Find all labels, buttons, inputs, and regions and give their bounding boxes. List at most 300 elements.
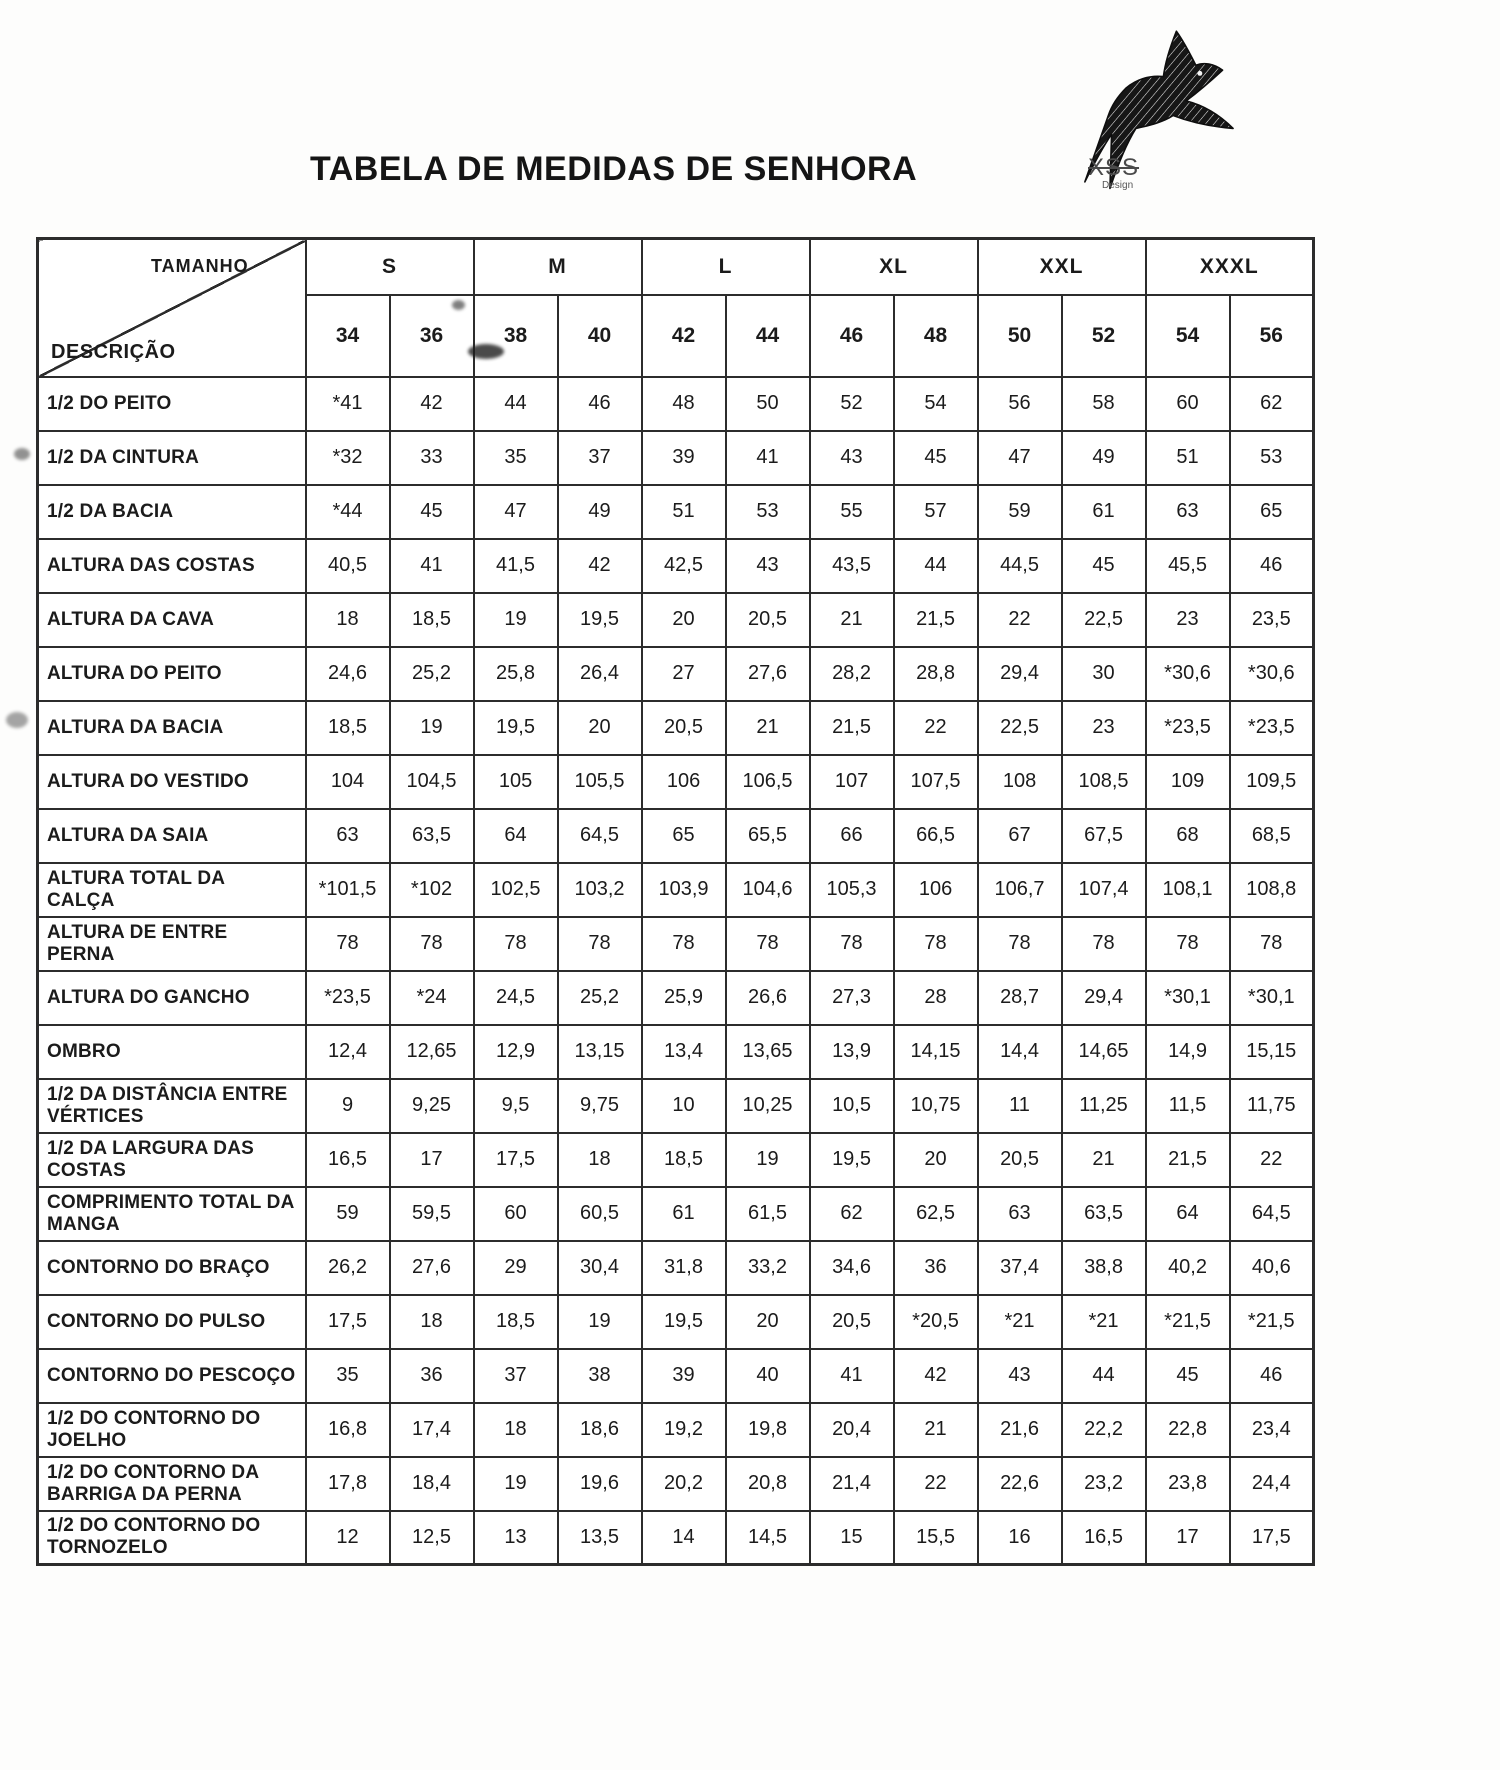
measurement-cell: 62 (810, 1187, 894, 1241)
measurement-cell: 14,65 (1062, 1025, 1146, 1079)
measurement-cell: 45 (894, 431, 978, 485)
measurement-cell: 22,5 (978, 701, 1062, 755)
measurement-cell: 78 (642, 917, 726, 971)
measurement-cell: 53 (726, 485, 810, 539)
table-row (38, 971, 1314, 1025)
measurement-cell: 36 (894, 1241, 978, 1295)
measurement-cell: 42 (894, 1349, 978, 1403)
measurement-cell: 25,2 (558, 971, 642, 1025)
measurement-cell: 9,25 (390, 1079, 474, 1133)
measurement-cell: *23,5 (1146, 701, 1230, 755)
measurement-cell: 65 (1230, 485, 1314, 539)
measurement-cell: 10,5 (810, 1079, 894, 1133)
measurement-cell: 105 (474, 755, 558, 809)
measurement-cell: 17 (1146, 1511, 1230, 1565)
measurement-cell: 24,5 (474, 971, 558, 1025)
measurement-cell: *21 (978, 1295, 1062, 1349)
measurement-cell: 60,5 (558, 1187, 642, 1241)
measurement-cell: 30 (1062, 647, 1146, 701)
measurement-cell: 9,75 (558, 1079, 642, 1133)
measurement-cell: 40,2 (1146, 1241, 1230, 1295)
measurement-cell: 24,4 (1230, 1457, 1314, 1511)
measurement-cell: 105,3 (810, 863, 894, 917)
measurement-cell: 102,5 (474, 863, 558, 917)
row-label: ALTURA DO PEITO (38, 647, 306, 701)
row-label: OMBRO (38, 1025, 306, 1079)
measurement-cell: 20,4 (810, 1403, 894, 1457)
measurement-cell: 45 (1146, 1349, 1230, 1403)
size-group-header-l: L (642, 239, 810, 295)
measurement-cell: 25,2 (390, 647, 474, 701)
measurement-cell: 43 (978, 1349, 1062, 1403)
measurement-cell: 20,8 (726, 1457, 810, 1511)
measurement-cell: 108 (978, 755, 1062, 809)
row-label: ALTURA DO VESTIDO (38, 755, 306, 809)
measurement-cell: 57 (894, 485, 978, 539)
measurement-cell: 17,5 (474, 1133, 558, 1187)
measurement-cell: 20,5 (642, 701, 726, 755)
measurement-cell: 106,5 (726, 755, 810, 809)
measurement-cell: 107,5 (894, 755, 978, 809)
measurement-cell: 23 (1062, 701, 1146, 755)
measurement-cell: 51 (642, 485, 726, 539)
measurement-cell: 20,5 (978, 1133, 1062, 1187)
measurement-cell: 37 (474, 1349, 558, 1403)
measurement-cell: 43 (726, 539, 810, 593)
row-label: COMPRIMENTO TOTAL DA MANGA (38, 1187, 306, 1241)
measurement-cell: 107 (810, 755, 894, 809)
measurement-cell: 23,2 (1062, 1457, 1146, 1511)
size-header: 46 (810, 295, 894, 377)
measurement-cell: 44 (894, 539, 978, 593)
measurement-cell: 42 (390, 377, 474, 431)
table-row (38, 1349, 1314, 1403)
table-row (38, 1025, 1314, 1079)
measurement-cell: 14 (642, 1511, 726, 1565)
measurement-cell: 45 (1062, 539, 1146, 593)
measurement-cell: 60 (474, 1187, 558, 1241)
corner-label-tamanho: TAMANHO (151, 256, 249, 276)
measurement-cell: 29,4 (978, 647, 1062, 701)
measurement-cell: 37,4 (978, 1241, 1062, 1295)
measurement-cell: 78 (894, 917, 978, 971)
measurement-cell: 41 (810, 1349, 894, 1403)
measurement-cell: 66,5 (894, 809, 978, 863)
measurement-cell: 18,5 (390, 593, 474, 647)
measurement-cell: 63,5 (1062, 1187, 1146, 1241)
measurement-cell: 23,4 (1230, 1403, 1314, 1457)
row-label: CONTORNO DO BRAÇO (38, 1241, 306, 1295)
table-row (38, 809, 1314, 863)
measurement-cell: 26,2 (306, 1241, 390, 1295)
measurement-cell: 53 (1230, 431, 1314, 485)
size-header: 56 (1230, 295, 1314, 377)
measurement-cell: 22 (978, 593, 1062, 647)
measurement-cell: 13,4 (642, 1025, 726, 1079)
measurement-cell: 14,15 (894, 1025, 978, 1079)
measurement-cell: 65,5 (726, 809, 810, 863)
measurement-cell: 19,5 (558, 593, 642, 647)
measurement-cell: 21 (1062, 1133, 1146, 1187)
measurement-cell: 104,6 (726, 863, 810, 917)
measurement-cell: 43,5 (810, 539, 894, 593)
measurement-cell: 19,5 (642, 1295, 726, 1349)
measurement-cell: 68 (1146, 809, 1230, 863)
measurement-cell: 27,6 (726, 647, 810, 701)
measurement-cell: 78 (726, 917, 810, 971)
measurement-cell: 46 (558, 377, 642, 431)
measurement-cell: 11,75 (1230, 1079, 1314, 1133)
size-header: 50 (978, 295, 1062, 377)
row-label: ALTURA DA CAVA (38, 593, 306, 647)
measurement-cell: 67 (978, 809, 1062, 863)
measurement-cell: 44,5 (978, 539, 1062, 593)
measurement-cell: 46 (1230, 539, 1314, 593)
brand-name: XSS (1088, 154, 1140, 181)
measurement-cell: 44 (474, 377, 558, 431)
measurement-cell: 14,9 (1146, 1025, 1230, 1079)
measurement-cell: 15 (810, 1511, 894, 1565)
measurement-cell: 68,5 (1230, 809, 1314, 863)
measurement-cell: *21,5 (1146, 1295, 1230, 1349)
size-header: 34 (306, 295, 390, 377)
measurement-cell: 78 (1146, 917, 1230, 971)
measurement-cell: 35 (474, 431, 558, 485)
measurement-cell: 104 (306, 755, 390, 809)
measurement-cell: 36 (390, 1349, 474, 1403)
row-label: ALTURA DA BACIA (38, 701, 306, 755)
measurement-cell: 62,5 (894, 1187, 978, 1241)
measurement-cell: 11 (978, 1079, 1062, 1133)
measurement-cell: 26,4 (558, 647, 642, 701)
measurement-cell: 65 (642, 809, 726, 863)
measurement-cell: 13 (474, 1511, 558, 1565)
row-label: 1/2 DO PEITO (38, 377, 306, 431)
measurement-cell: 16,5 (306, 1133, 390, 1187)
measurement-cell: 47 (474, 485, 558, 539)
measurement-cell: 31,8 (642, 1241, 726, 1295)
measurement-cell: *101,5 (306, 863, 390, 917)
measurement-cell: 19 (726, 1133, 810, 1187)
measurement-cell: 108,5 (1062, 755, 1146, 809)
measurement-cell: 52 (810, 377, 894, 431)
measurement-cell: 18 (558, 1133, 642, 1187)
measurement-cell: 11,5 (1146, 1079, 1230, 1133)
table-row (38, 1241, 1314, 1295)
measurement-cell: *30,6 (1146, 647, 1230, 701)
measurement-cell: 27,3 (810, 971, 894, 1025)
measurement-cell: 104,5 (390, 755, 474, 809)
row-label: ALTURA DAS COSTAS (38, 539, 306, 593)
measurement-cell: 18,5 (642, 1133, 726, 1187)
measurement-cell: 78 (978, 917, 1062, 971)
measurement-cell: 19 (558, 1295, 642, 1349)
measurement-cell: *21,5 (1230, 1295, 1314, 1349)
measurement-cell: 38 (558, 1349, 642, 1403)
table-row (38, 1133, 1314, 1187)
measurement-cell: 22 (1230, 1133, 1314, 1187)
measurement-cell: 10 (642, 1079, 726, 1133)
measurement-cell: 21,5 (894, 593, 978, 647)
measurement-cell: 10,75 (894, 1079, 978, 1133)
size-header: 44 (726, 295, 810, 377)
measurement-cell: 21,6 (978, 1403, 1062, 1457)
measurement-cell: 58 (1062, 377, 1146, 431)
measurement-cell: 18,4 (390, 1457, 474, 1511)
measurement-cell: 12,4 (306, 1025, 390, 1079)
measurement-cell: 29 (474, 1241, 558, 1295)
measurement-cell: 21,5 (1146, 1133, 1230, 1187)
measurement-cell: 25,9 (642, 971, 726, 1025)
measurement-cell: 13,15 (558, 1025, 642, 1079)
row-label: 1/2 DO CONTORNO DA BARRIGA DA PERNA (38, 1457, 306, 1511)
measurement-cell: 78 (306, 917, 390, 971)
table-row (38, 431, 1314, 485)
measurement-cell: 20 (558, 701, 642, 755)
measurement-cell: 37 (558, 431, 642, 485)
measurement-cell: *30,1 (1146, 971, 1230, 1025)
measurement-cell: 20,5 (810, 1295, 894, 1349)
row-label: 1/2 DA DISTÂNCIA ENTRE VÉRTICES (38, 1079, 306, 1133)
measurement-cell: 45 (390, 485, 474, 539)
measurement-cell: 17,5 (306, 1295, 390, 1349)
measurement-cell: 9 (306, 1079, 390, 1133)
measurement-cell: 63 (1146, 485, 1230, 539)
measurement-cell: 62 (1230, 377, 1314, 431)
table-row (38, 1403, 1314, 1457)
measurement-cell: 9,5 (474, 1079, 558, 1133)
corner-cell (38, 239, 306, 377)
measurement-cell: 19,8 (726, 1403, 810, 1457)
measurement-cell: 45,5 (1146, 539, 1230, 593)
measurement-cell: 19,2 (642, 1403, 726, 1457)
measurement-cell: 103,2 (558, 863, 642, 917)
measurement-cell: 56 (978, 377, 1062, 431)
measurement-cell: *24 (390, 971, 474, 1025)
measurement-cell: 12,65 (390, 1025, 474, 1079)
measurement-cell: 20 (726, 1295, 810, 1349)
measurement-cell: 48 (642, 377, 726, 431)
measurement-cell: 27 (642, 647, 726, 701)
measurement-cell: 16,8 (306, 1403, 390, 1457)
measurement-cell: 17 (390, 1133, 474, 1187)
row-label: CONTORNO DO PULSO (38, 1295, 306, 1349)
size-group-row (38, 239, 1314, 295)
measurement-cell: 64,5 (558, 809, 642, 863)
table-row (38, 1187, 1314, 1241)
measurement-cell: 63 (306, 809, 390, 863)
measurement-cell: 29,4 (1062, 971, 1146, 1025)
measurement-cell: 60 (1146, 377, 1230, 431)
measurement-cell: 22,5 (1062, 593, 1146, 647)
measurement-cell: 78 (1230, 917, 1314, 971)
measurement-cell: 59,5 (390, 1187, 474, 1241)
measurement-table-body (38, 377, 1314, 1565)
measurement-cell: 25,8 (474, 647, 558, 701)
measurement-cell: 78 (810, 917, 894, 971)
measurement-cell: *102 (390, 863, 474, 917)
row-label: 1/2 DA CINTURA (38, 431, 306, 485)
measurement-cell: 18 (474, 1403, 558, 1457)
measurement-cell: 17,8 (306, 1457, 390, 1511)
table-row (38, 647, 1314, 701)
measurement-cell: 26,6 (726, 971, 810, 1025)
measurement-cell: 18,6 (558, 1403, 642, 1457)
row-label: ALTURA DE ENTRE PERNA (38, 917, 306, 971)
measurement-cell: 78 (1062, 917, 1146, 971)
measurement-cell: 78 (390, 917, 474, 971)
measurement-cell: 23 (1146, 593, 1230, 647)
size-header: 42 (642, 295, 726, 377)
measurement-cell: 20 (642, 593, 726, 647)
measurement-cell: 41 (390, 539, 474, 593)
measurement-cell: 108,8 (1230, 863, 1314, 917)
measurement-table (36, 237, 1315, 1566)
size-group-header-m: M (474, 239, 642, 295)
measurement-cell: 20,5 (726, 593, 810, 647)
measurement-cell: 17,4 (390, 1403, 474, 1457)
measurement-cell: 59 (306, 1187, 390, 1241)
measurement-cell: *32 (306, 431, 390, 485)
measurement-cell: 22,6 (978, 1457, 1062, 1511)
measurement-cell: 14,5 (726, 1511, 810, 1565)
measurement-cell: 16,5 (1062, 1511, 1146, 1565)
measurement-cell: 78 (558, 917, 642, 971)
measurement-cell: 12,5 (390, 1511, 474, 1565)
row-label: 1/2 DA BACIA (38, 485, 306, 539)
size-header: 38 (474, 295, 558, 377)
table-row (38, 701, 1314, 755)
measurement-cell: 39 (642, 1349, 726, 1403)
measurement-cell: 35 (306, 1349, 390, 1403)
measurement-cell: 40,6 (1230, 1241, 1314, 1295)
measurement-cell: 20,2 (642, 1457, 726, 1511)
row-label: 1/2 DA LARGURA DAS COSTAS (38, 1133, 306, 1187)
measurement-cell: 33,2 (726, 1241, 810, 1295)
size-group-header-xl: XL (810, 239, 978, 295)
measurement-cell: 61 (1062, 485, 1146, 539)
measurement-cell: 19 (474, 1457, 558, 1511)
measurement-cell: 20 (894, 1133, 978, 1187)
measurement-cell: 38,8 (1062, 1241, 1146, 1295)
measurement-cell: 18,5 (474, 1295, 558, 1349)
measurement-cell: 17,5 (1230, 1511, 1314, 1565)
measurement-cell: 19,5 (810, 1133, 894, 1187)
measurement-cell: 22,2 (1062, 1403, 1146, 1457)
size-header: 40 (558, 295, 642, 377)
measurement-cell: 67,5 (1062, 809, 1146, 863)
measurement-cell: 27,6 (390, 1241, 474, 1295)
table-row (38, 863, 1314, 917)
table-row (38, 1511, 1314, 1565)
table-row (38, 593, 1314, 647)
row-label: ALTURA TOTAL DA CALÇA (38, 863, 306, 917)
measurement-cell: 49 (1062, 431, 1146, 485)
row-label: CONTORNO DO PESCOÇO (38, 1349, 306, 1403)
table-row (38, 1295, 1314, 1349)
measurement-cell: 28,7 (978, 971, 1062, 1025)
row-label: 1/2 DO CONTORNO DO TORNOZELO (38, 1511, 306, 1565)
measurement-cell: 49 (558, 485, 642, 539)
brand-subtitle: Design (1102, 180, 1134, 191)
size-group-header-xxxl: XXXL (1146, 239, 1314, 295)
measurement-cell: 55 (810, 485, 894, 539)
measurement-cell: 47 (978, 431, 1062, 485)
measurement-cell: 64 (474, 809, 558, 863)
table-row (38, 755, 1314, 809)
table-row (38, 539, 1314, 593)
measurement-cell: 44 (1062, 1349, 1146, 1403)
measurement-cell: 18 (390, 1295, 474, 1349)
measurement-cell: 51 (1146, 431, 1230, 485)
size-header: 48 (894, 295, 978, 377)
size-header: 52 (1062, 295, 1146, 377)
measurement-cell: 63 (978, 1187, 1062, 1241)
measurement-cell: 22 (894, 701, 978, 755)
measurement-cell: 18 (306, 593, 390, 647)
measurement-cell: 108,1 (1146, 863, 1230, 917)
measurement-cell: 33 (390, 431, 474, 485)
measurement-cell: 23,8 (1146, 1457, 1230, 1511)
measurement-cell: 59 (978, 485, 1062, 539)
measurement-cell: 66 (810, 809, 894, 863)
measurement-cell: 105,5 (558, 755, 642, 809)
measurement-cell: 28,2 (810, 647, 894, 701)
measurement-cell: 78 (474, 917, 558, 971)
measurement-cell: 22,8 (1146, 1403, 1230, 1457)
measurement-cell: 28,8 (894, 647, 978, 701)
scan-artifact (14, 448, 30, 460)
measurement-cell: 40,5 (306, 539, 390, 593)
measurement-cell: 13,65 (726, 1025, 810, 1079)
measurement-cell: 30,4 (558, 1241, 642, 1295)
measurement-cell: 12 (306, 1511, 390, 1565)
measurement-cell: 21,5 (810, 701, 894, 755)
size-group-header-xxl: XXL (978, 239, 1146, 295)
measurement-cell: 24,6 (306, 647, 390, 701)
measurement-cell: 61,5 (726, 1187, 810, 1241)
measurement-cell: 63,5 (390, 809, 474, 863)
measurement-cell: 106 (642, 755, 726, 809)
table-row (38, 485, 1314, 539)
measurement-cell: 64,5 (1230, 1187, 1314, 1241)
measurement-cell: 50 (726, 377, 810, 431)
measurement-cell: *20,5 (894, 1295, 978, 1349)
measurement-cell: 61 (642, 1187, 726, 1241)
measurement-cell: 106,7 (978, 863, 1062, 917)
measurement-cell: 11,25 (1062, 1079, 1146, 1133)
measurement-cell: 22 (894, 1457, 978, 1511)
size-header: 36 (390, 295, 474, 377)
table-row (38, 1457, 1314, 1511)
measurement-cell: 21 (726, 701, 810, 755)
measurement-cell: *44 (306, 485, 390, 539)
measurement-cell: 14,4 (978, 1025, 1062, 1079)
measurement-cell: *23,5 (1230, 701, 1314, 755)
table-row (38, 377, 1314, 431)
measurement-cell: 13,5 (558, 1511, 642, 1565)
measurement-cell: 12,9 (474, 1025, 558, 1079)
measurement-cell: 64 (1146, 1187, 1230, 1241)
measurement-cell: 43 (810, 431, 894, 485)
measurement-cell: 23,5 (1230, 593, 1314, 647)
measurement-cell: 21 (810, 593, 894, 647)
measurement-cell: 28 (894, 971, 978, 1025)
table-row (38, 917, 1314, 971)
row-label: ALTURA DA SAIA (38, 809, 306, 863)
measurement-cell: 106 (894, 863, 978, 917)
measurement-cell: 39 (642, 431, 726, 485)
